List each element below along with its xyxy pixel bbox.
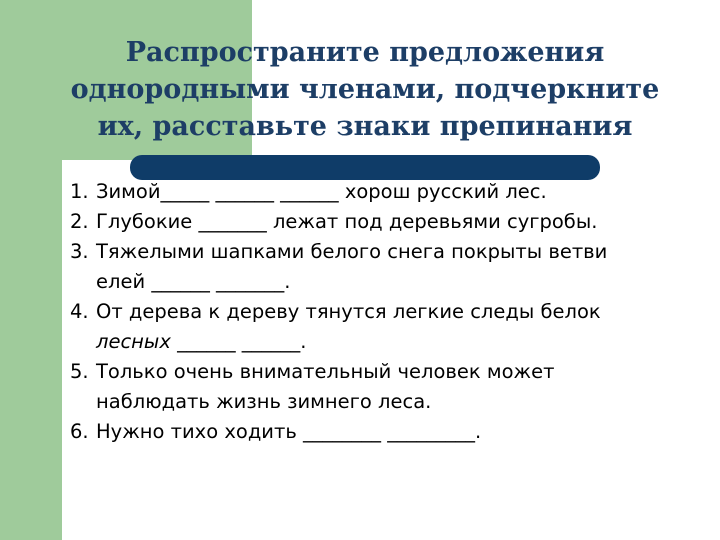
slide-title	[30, 34, 700, 154]
list-item-3	[70, 237, 710, 297]
item-text-line-1: От дерева к дереву тянутся легкие следы белок	[96, 300, 601, 323]
title-line-3: их, расставьте знаки препинания	[97, 111, 633, 142]
list-item-1	[70, 177, 710, 207]
title-line-1: Распространите предложения	[125, 37, 605, 68]
item-text: Зимой_____ ______ ______ хорош русский лес.	[96, 180, 547, 203]
item-number: 3.	[70, 240, 89, 263]
item-text: Глубокие _______ лежат под деревьями сугробы.	[96, 210, 598, 233]
list-item-4	[70, 297, 710, 357]
list-item-2	[70, 207, 710, 237]
item-number: 5.	[70, 360, 89, 383]
list-item-6	[70, 417, 710, 447]
item-number: 4.	[70, 300, 89, 323]
italic-word: лесных	[96, 330, 171, 353]
item-number: 1.	[70, 180, 89, 203]
item-text-line-2: наблюдать жизнь зимнего леса.	[96, 390, 432, 413]
item-text: Нужно тихо ходить ________ _________.	[96, 420, 482, 443]
item-text-line-1: Тяжелыми шапками белого снега покрыты ветви	[96, 240, 608, 263]
item-number: 6.	[70, 420, 89, 443]
exercise-list	[70, 177, 710, 447]
item-text-line-1: Только очень внимательный человек может	[96, 360, 555, 383]
title-line-2: однородными членами, подчеркните	[70, 74, 660, 105]
item-text-line-2: елей ______ _______.	[96, 270, 291, 293]
item-text-line-2	[96, 327, 710, 357]
item-text-line-2-rest: ______ ______.	[170, 330, 307, 353]
list-item-5	[70, 357, 710, 417]
item-number: 2.	[70, 210, 89, 233]
